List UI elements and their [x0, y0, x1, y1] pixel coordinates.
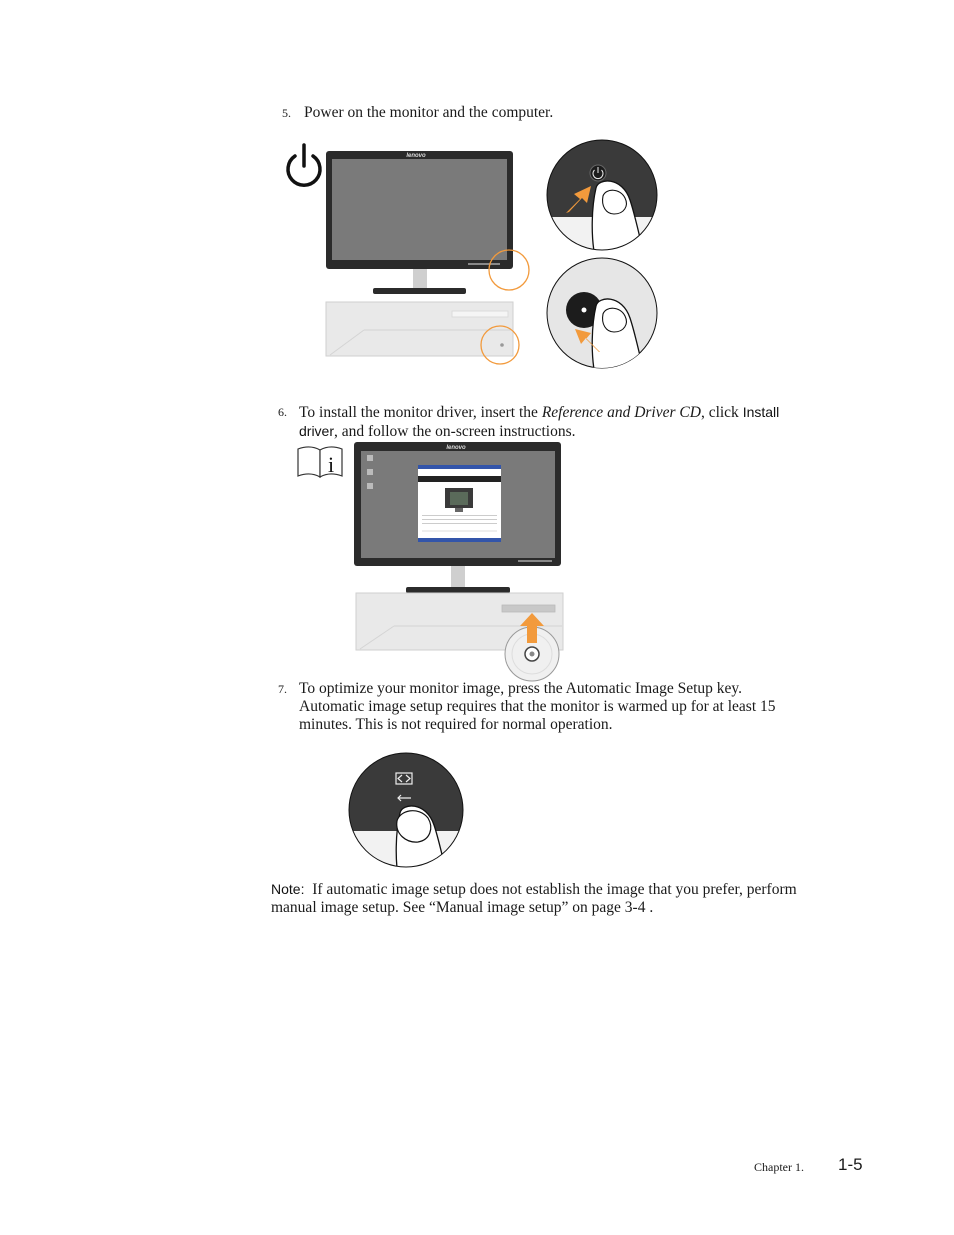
- brand-logo: lenovo: [446, 445, 466, 451]
- footer-chapter: Chapter 1.: [754, 1160, 804, 1174]
- note: Note: If automatic image setup does not establish the image that you prefer, perform manual image setup. See “Manual image setup” on page 3-4 .: [271, 881, 797, 916]
- brand-logo: lenovo: [406, 153, 426, 159]
- step-number: 5.: [282, 106, 291, 120]
- step-text: To optimize your monitor image, press the Automatic Image Setup key. Automatic image setup requires that the monitor is warmed up for at least 15 minutes. This is not required for normal operation.: [299, 680, 776, 733]
- note-label: Note:: [271, 881, 305, 897]
- footer-page-number: 1-5: [838, 1155, 863, 1174]
- step-text: Power on the monitor and the computer.: [304, 104, 554, 121]
- step-text: To install the monitor driver, insert the Reference and Driver CD, click Install driver, and follow the on-screen instructions.: [299, 404, 780, 440]
- step-number: 7.: [278, 682, 287, 696]
- step-number: 6.: [278, 405, 287, 419]
- svg-text:i: i: [327, 452, 335, 477]
